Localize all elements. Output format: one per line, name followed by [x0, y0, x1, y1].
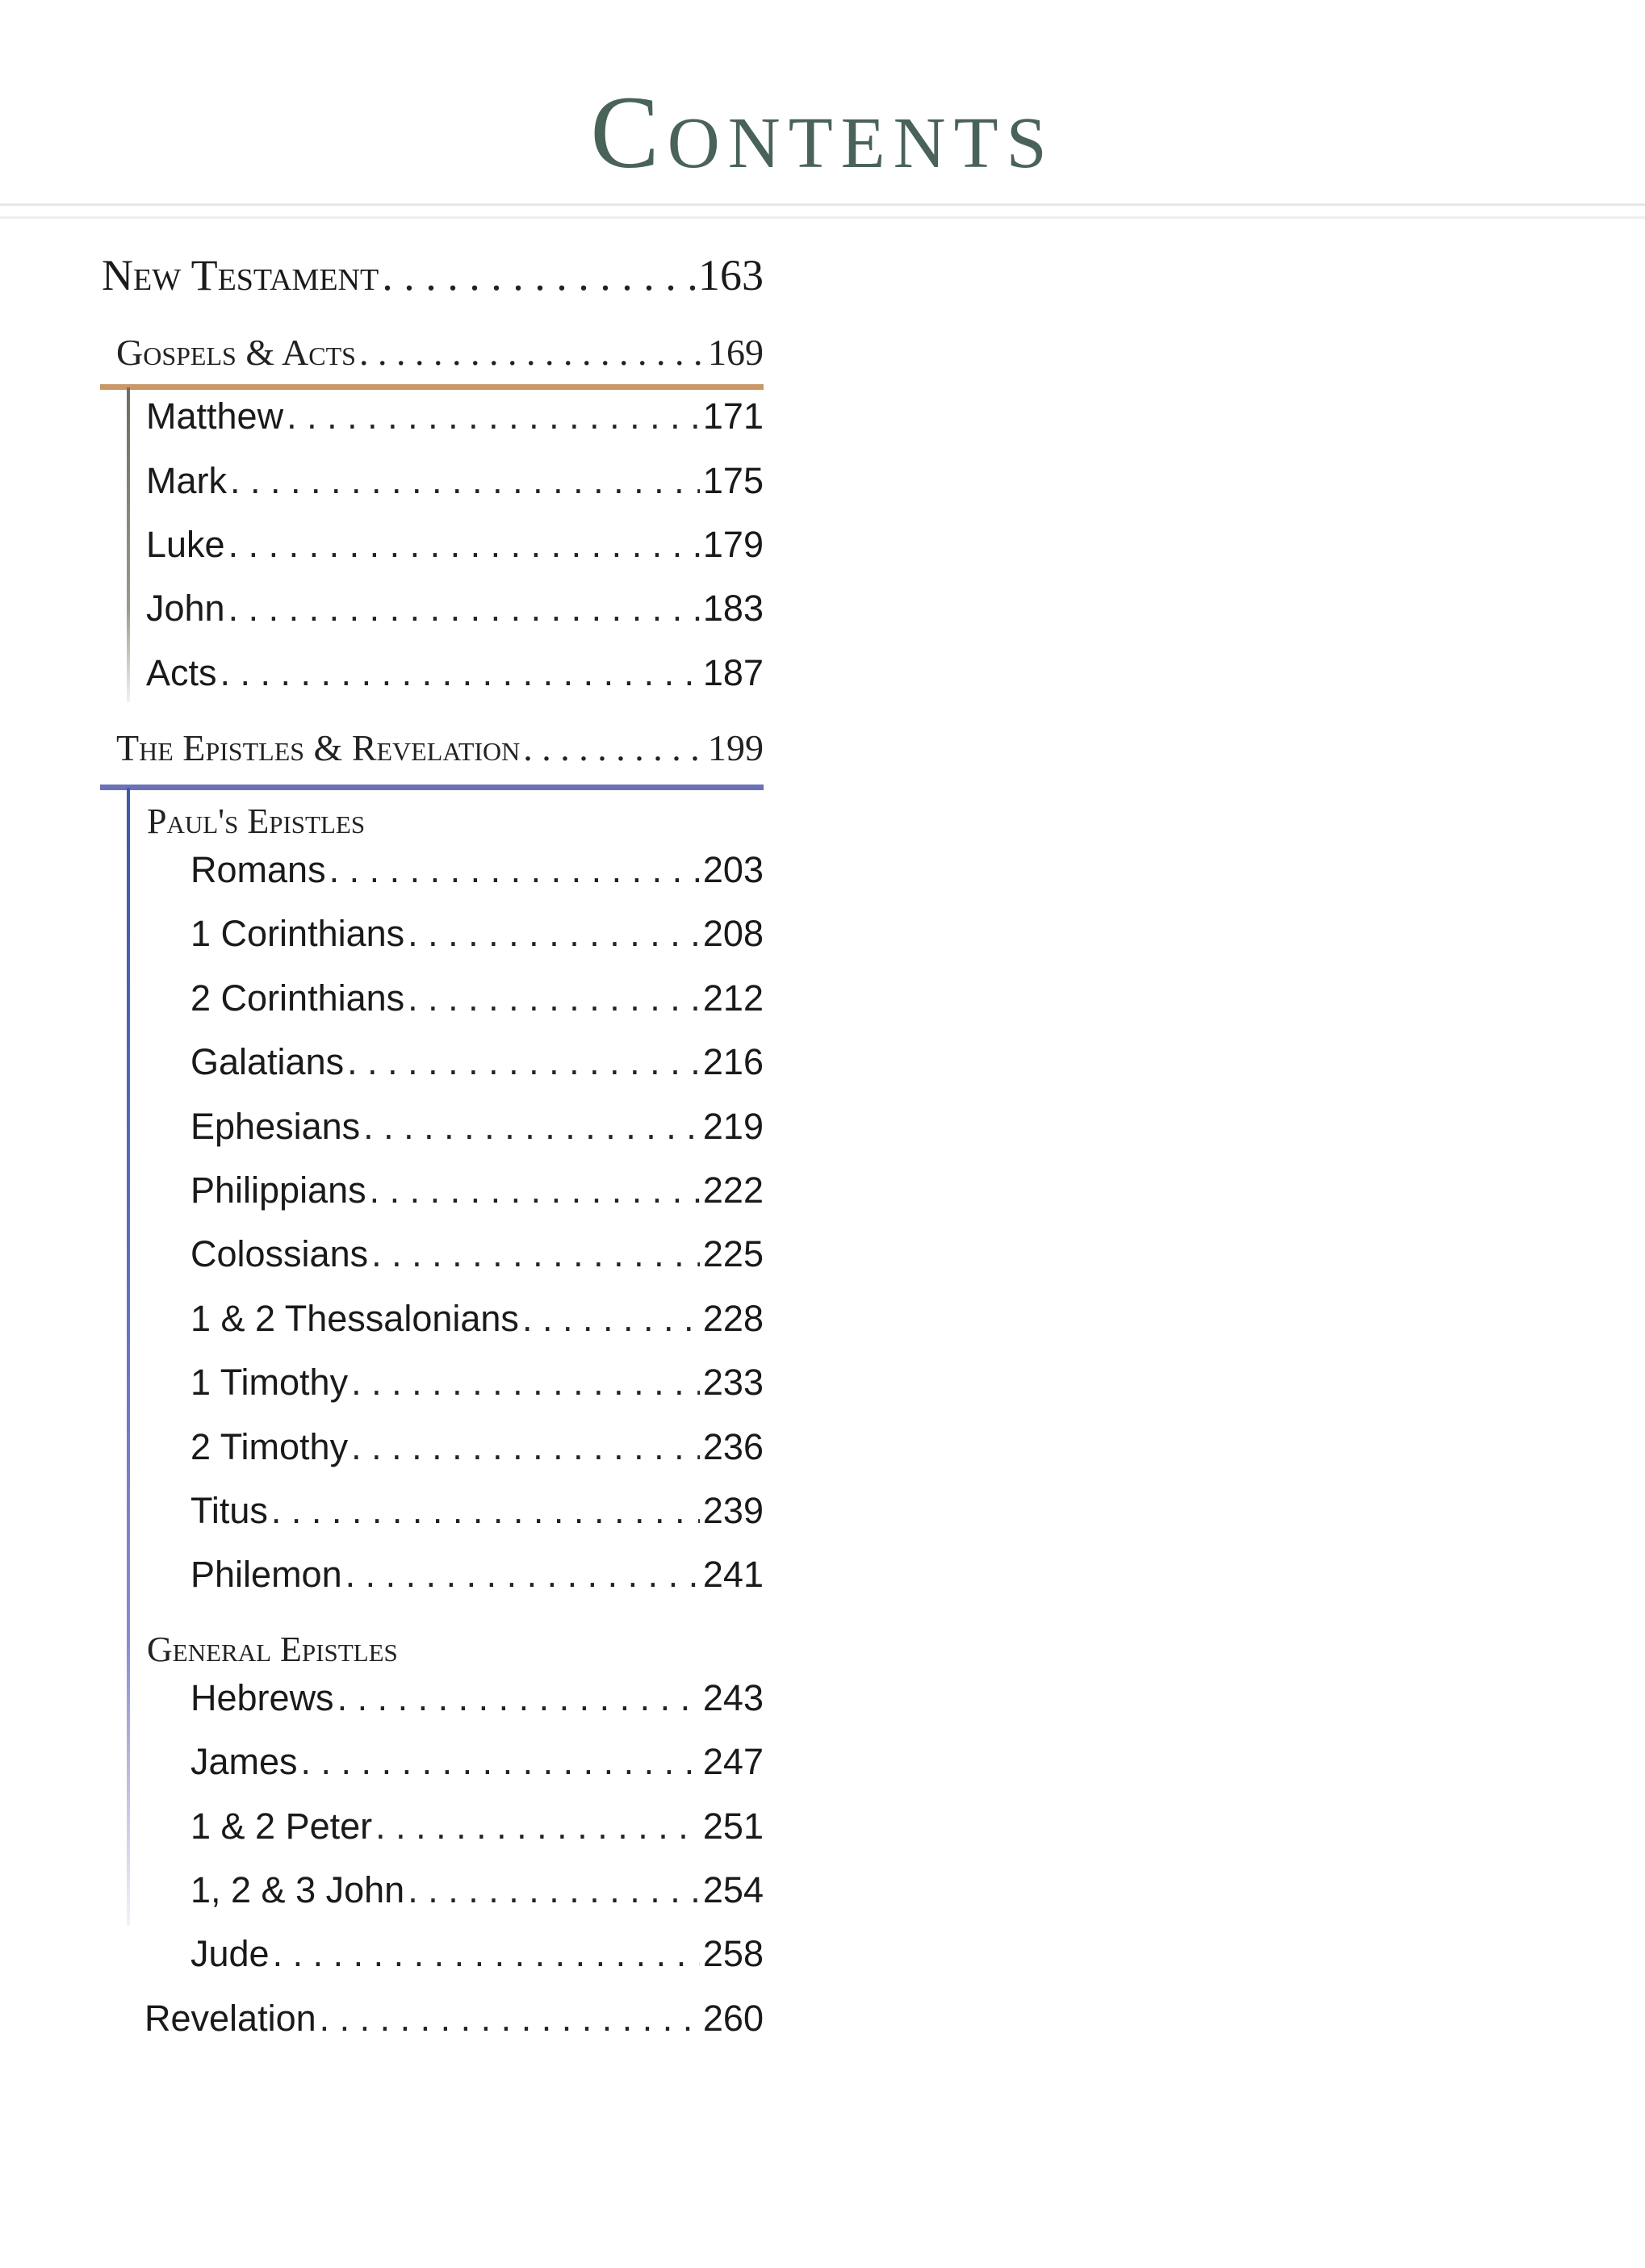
toc-entry[interactable] [190, 849, 764, 891]
toc-entry[interactable] [190, 1233, 764, 1275]
toc-section-label: Gospels & Acts [116, 332, 356, 373]
toc-entry-label: Romans [190, 849, 326, 890]
toc-entry-label: 1 Corinthians [190, 913, 405, 954]
toc-entry[interactable] [190, 1426, 764, 1468]
toc-entry-page: 175 [702, 460, 764, 501]
toc-entry-page: 187 [702, 652, 764, 693]
section-vline-gospels [127, 387, 130, 702]
toc-entry-page: 247 [702, 1741, 764, 1782]
toc-entry-label: Mark [146, 460, 227, 501]
dot-leader [230, 460, 700, 502]
toc-entry[interactable] [146, 652, 764, 694]
toc-entry[interactable] [190, 1041, 764, 1083]
toc-entry-page: 208 [702, 913, 764, 954]
toc-group-general-epistles: General Epistles [147, 1630, 398, 1669]
toc-entry-page: 212 [702, 977, 764, 1019]
dot-leader [523, 726, 705, 769]
dot-leader [408, 977, 700, 1019]
toc-entry[interactable] [190, 977, 764, 1019]
toc-entry[interactable] [190, 1170, 764, 1211]
toc-entry[interactable] [190, 1362, 764, 1404]
toc-group-pauls-epistles: Paul's Epistles [147, 801, 366, 841]
toc-entry[interactable] [190, 913, 764, 955]
toc-entry-label: New Testament [102, 251, 379, 299]
toc-section-gospels-acts[interactable] [116, 331, 764, 374]
toc-entry[interactable] [146, 524, 764, 566]
dot-leader [271, 1490, 700, 1532]
toc-entry-page: 239 [702, 1490, 764, 1531]
dot-leader [382, 250, 695, 300]
toc-entry-page: 163 [698, 251, 764, 299]
toc-entry-label: Revelation [144, 1998, 316, 2039]
toc-entry-label: 1 & 2 Thessalonians [190, 1298, 519, 1339]
dot-leader [329, 849, 700, 891]
section-vline-epistles [127, 788, 130, 1926]
dot-leader [301, 1741, 700, 1783]
dot-leader [287, 395, 700, 437]
dot-leader [408, 913, 700, 955]
toc-entry-new-testament[interactable] [102, 250, 764, 300]
dot-leader [220, 652, 700, 694]
dot-leader [371, 1233, 700, 1275]
toc-section-label: The Epistles & Revelation [116, 727, 521, 768]
toc-entry-label: James [190, 1741, 298, 1782]
toc-entry-label: Hebrews [190, 1677, 334, 1718]
toc-entry-label: 2 Timothy [190, 1426, 349, 1467]
dot-leader [351, 1426, 700, 1468]
toc-entry-label: Philemon [190, 1554, 342, 1595]
toc-entry-label: 1, 2 & 3 John [190, 1869, 405, 1910]
dot-leader [351, 1362, 700, 1404]
toc-entry-label: 1 & 2 Peter [190, 1806, 373, 1847]
toc-entry-page: 254 [702, 1869, 764, 1910]
toc-entry-revelation[interactable] [144, 1998, 764, 2040]
toc-entry-page: 228 [702, 1298, 764, 1339]
toc-entry-label: Acts [146, 652, 217, 693]
dot-leader [359, 331, 705, 374]
toc-section-epistles-revelation[interactable] [116, 726, 764, 769]
toc-section-page: 199 [708, 727, 764, 768]
toc-entry[interactable] [190, 1554, 764, 1596]
toc-entry[interactable] [146, 460, 764, 502]
page-title: Contents [590, 75, 1055, 190]
toc-entry-page: 260 [702, 1998, 764, 2039]
toc-entry-label: Philippians [190, 1170, 366, 1211]
toc-entry-page: 258 [702, 1933, 764, 1974]
toc-entry-page: 225 [702, 1233, 764, 1274]
toc-entry-label: Ephesians [190, 1106, 361, 1147]
toc-entry-page: 179 [702, 524, 764, 565]
dot-leader [370, 1170, 700, 1211]
toc-entry-page: 251 [702, 1806, 764, 1847]
dot-leader [363, 1106, 700, 1148]
toc-entry-label: 1 Timothy [190, 1362, 349, 1403]
toc-entry[interactable] [190, 1933, 764, 1975]
header-divider [0, 203, 1645, 206]
toc-entry-label: Jude [190, 1933, 270, 1974]
toc-entry[interactable] [146, 588, 764, 630]
toc-entry-page: 233 [702, 1362, 764, 1403]
section-rule-epistles [100, 785, 764, 790]
toc-entry-label: Colossians [190, 1233, 369, 1274]
toc-entry[interactable] [190, 1106, 764, 1148]
toc-entry-page: 222 [702, 1170, 764, 1211]
toc-entry-label: Luke [146, 524, 225, 565]
toc-entry-page: 236 [702, 1426, 764, 1467]
toc-entry[interactable] [190, 1869, 764, 1911]
toc-entry[interactable] [190, 1677, 764, 1719]
dot-leader [273, 1933, 700, 1975]
toc-entry[interactable] [190, 1741, 764, 1783]
dot-leader [337, 1677, 700, 1719]
dot-leader [522, 1298, 700, 1340]
toc-entry-label: 2 Corinthians [190, 977, 405, 1019]
toc-entry-label: Matthew [146, 395, 284, 437]
toc-entry[interactable] [190, 1806, 764, 1847]
toc-entry[interactable] [190, 1490, 764, 1532]
toc-entry-label: Titus [190, 1490, 268, 1531]
toc-entry-page: 241 [702, 1554, 764, 1595]
toc-section-page: 169 [708, 332, 764, 373]
toc-entry[interactable] [146, 395, 764, 437]
toc-entry-page: 203 [702, 849, 764, 890]
dot-leader [228, 524, 700, 566]
dot-leader [320, 1998, 700, 2040]
dot-leader [228, 588, 700, 630]
toc-entry-page: 171 [702, 395, 764, 437]
toc-entry-page: 216 [702, 1041, 764, 1082]
dot-leader [345, 1554, 700, 1596]
toc-entry-page: 243 [702, 1677, 764, 1718]
dot-leader [375, 1806, 700, 1847]
dot-leader [408, 1869, 700, 1911]
toc-entry-page: 183 [702, 588, 764, 629]
toc-entry-page: 219 [702, 1106, 764, 1147]
header-divider [0, 216, 1645, 219]
toc-entry[interactable] [190, 1298, 764, 1340]
dot-leader [347, 1041, 700, 1083]
section-rule-gospels [100, 384, 764, 390]
toc-entry-label: John [146, 588, 225, 629]
toc-entry-label: Galatians [190, 1041, 345, 1082]
